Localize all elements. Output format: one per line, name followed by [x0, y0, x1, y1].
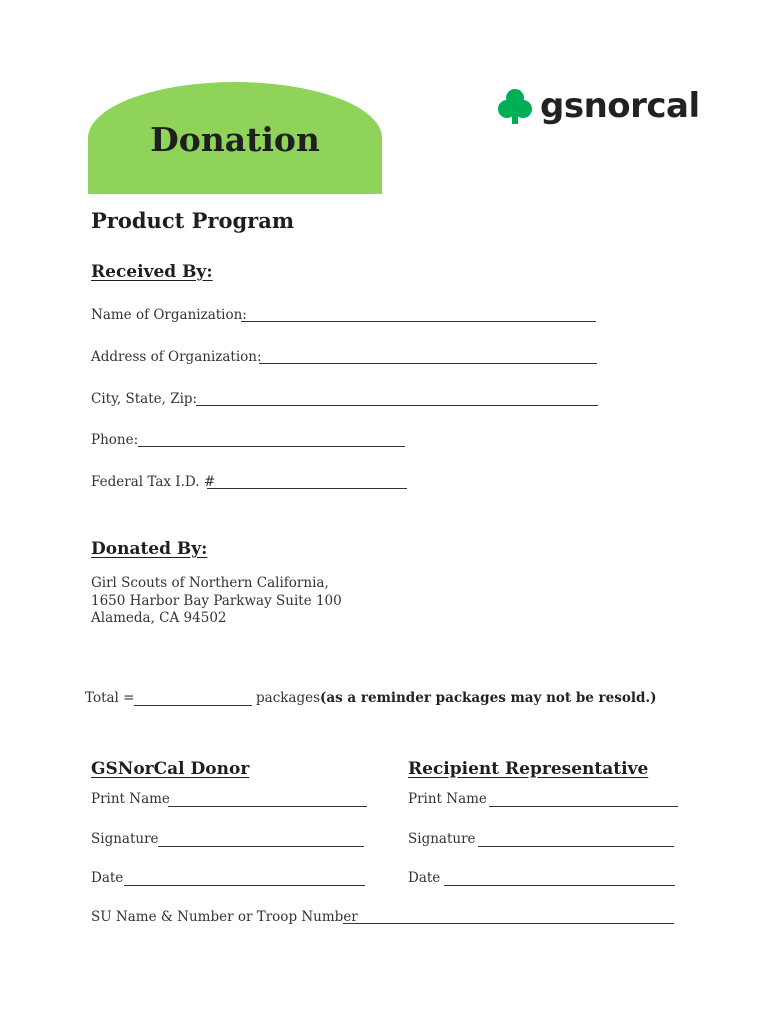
su-troop-field[interactable] — [343, 923, 674, 924]
trefoil-icon — [496, 87, 534, 125]
address-line: Girl Scouts of Northern California, — [91, 575, 329, 591]
org-name-field[interactable] — [241, 321, 596, 322]
phone-label: Phone: — [91, 432, 139, 448]
recipient-heading: Recipient Representative — [408, 759, 649, 779]
donor-date-field[interactable] — [124, 885, 365, 886]
total-label: Total = — [85, 690, 135, 706]
org-address-field[interactable] — [259, 363, 597, 364]
recipient-date-label: Date — [408, 870, 441, 886]
recipient-date-field[interactable] — [444, 885, 675, 886]
recipient-print-name-field[interactable] — [489, 806, 678, 807]
recipient-signature-field[interactable] — [478, 846, 674, 847]
org-address-label: Address of Organization: — [91, 349, 262, 365]
total-packages-field[interactable] — [134, 705, 252, 706]
received-by-heading: Received By: — [91, 262, 213, 282]
donor-signature-field[interactable] — [158, 846, 364, 847]
donor-date-label: Date — [91, 870, 124, 886]
org-name-label: Name of Organization: — [91, 307, 247, 323]
packages-label: packages — [256, 690, 321, 706]
recipient-print-name-label: Print Name — [408, 791, 487, 807]
resale-reminder: (as a reminder packages may not be resold.) — [320, 690, 657, 706]
address-line: Alameda, CA 94502 — [91, 610, 227, 626]
city-state-zip-label: City, State, Zip: — [91, 391, 198, 407]
donor-signature-label: Signature — [91, 831, 159, 847]
su-troop-label: SU Name & Number or Troop Number — [91, 909, 358, 925]
donated-by-heading: Donated By: — [91, 539, 208, 559]
donor-address — [91, 575, 342, 628]
phone-field[interactable] — [138, 446, 405, 447]
logo-text: gsnorcal — [540, 86, 700, 126]
page-title: Product Program — [91, 208, 295, 233]
city-state-zip-field[interactable] — [196, 405, 598, 406]
tax-id-field[interactable] — [207, 488, 407, 489]
recipient-signature-label: Signature — [408, 831, 476, 847]
banner-title: Donation — [150, 120, 320, 159]
donor-print-name-field[interactable] — [168, 806, 367, 807]
gsnorcal-logo — [496, 86, 700, 126]
donor-print-name-label: Print Name — [91, 791, 170, 807]
donor-heading: GSNorCal Donor — [91, 759, 250, 779]
tax-id-label: Federal Tax I.D. # — [91, 474, 216, 490]
address-line: 1650 Harbor Bay Parkway Suite 100 — [91, 592, 342, 609]
